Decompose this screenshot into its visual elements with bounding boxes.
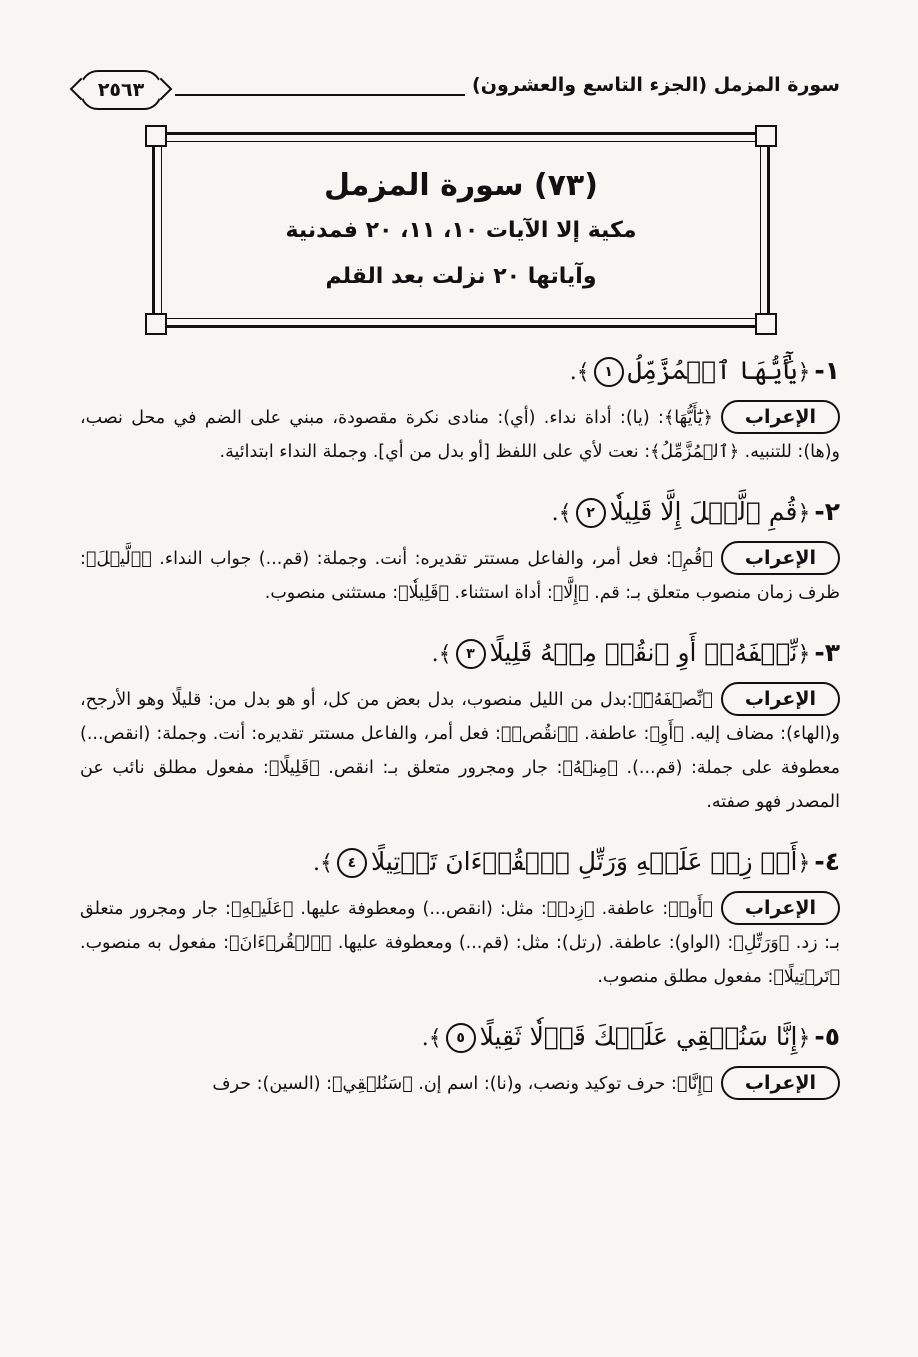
- box-corner-ornament: [755, 125, 777, 147]
- irab-text: ﴿نِّصۡفَهُۥٓ﴾:بدل من الليل منصوب، بدل بعض من كل، أو هو بدل من: قليلًا وهو الأرجح، و(الهاء): مضاف إليه. ﴿أَوِ﴾: عاطفة. ﴿ٱنقُصۡ﴾: فعل أمر، والفاعل مستتر تقديره: أنت. وجملة: (انقص...) معطوفة على جملة: (قم...). ﴿مِنۡهُ﴾: جار ومجرور متعلق بـ: انقص. ﴿قَلِيلًا﴾: مفعول مطلق نائب عن المصدر فهو صفته.: [80, 690, 840, 812]
- irab-label: الإعراب: [721, 682, 840, 716]
- quran-text: يَٰٓأَيُّهَا ٱلۡمُزَّمِّلُ: [627, 356, 798, 385]
- verse-block: [80, 1016, 840, 1101]
- verse-number: ١-: [814, 356, 840, 385]
- verse-block: [80, 491, 840, 610]
- irab-text: ﴿قُمِ﴾: فعل أمر، والفاعل مستتر تقديره: أنت. وجملة: (قم...) جواب النداء. ﴿ٱلَّيۡلَ﴾: ظرف زمان منصوب متعلق بـ: قم. ﴿إِلَّا﴾: أداة استثناء. ﴿قَلِيلٗا﴾: مستثنى منصوب.: [80, 549, 840, 603]
- bracket-ornament-icon: ﴾.: [551, 501, 572, 526]
- bracket-ornament-icon: ﴿: [797, 642, 811, 667]
- verse-number: ٢-: [814, 497, 840, 526]
- ayah-end-marker: ٥: [446, 1023, 476, 1053]
- bracket-ornament-icon: ﴾.: [421, 1026, 442, 1051]
- irab-paragraph: [80, 682, 840, 819]
- ayah-end-marker: ١: [594, 357, 624, 387]
- ayah-line: [80, 491, 840, 533]
- ayah-line: [80, 632, 840, 674]
- ayah-line: [80, 1016, 840, 1058]
- box-corner-ornament: [145, 125, 167, 147]
- irab-text: ﴿أَوۡ﴾: عاطفة. ﴿زِدۡ﴾: مثل: (انقص...) ومعطوفة عليها. ﴿عَلَيۡهِ﴾: جار ومجرور متعلق بـ: زد. ﴿وَرَتِّلِ﴾: (الواو): عاطفة. (رتل): مثل: (قم...) ومعطوفة عليها. ﴿ٱلۡقُرۡءَانَ﴾: مفعول به منصوب. ﴿تَرۡتِيلًا﴾: مفعول مطلق منصوب.: [80, 899, 840, 987]
- box-corner-ornament: [145, 313, 167, 335]
- bracket-ornament-icon: ﴿: [797, 360, 811, 385]
- ayah-end-marker: ٢: [576, 498, 606, 528]
- bracket-ornament-icon: ﴿: [797, 501, 811, 526]
- irab-label: الإعراب: [721, 541, 840, 575]
- quran-text: إِنَّا سَنُلۡقِي عَلَيۡكَ قَوۡلٗا ثَقِيلًا: [479, 1022, 798, 1051]
- header-rule: [175, 94, 465, 96]
- running-header: [80, 70, 840, 110]
- bracket-ornament-icon: ﴿: [797, 1026, 811, 1051]
- surah-info: [172, 164, 750, 300]
- surah-title: (٧٣) سورة المزمل: [324, 168, 598, 203]
- irab-text: ﴿إِنَّا﴾: حرف توكيد ونصب، و(نا): اسم إن. ﴿سَنُلۡقِي﴾: (السين): حرف: [212, 1074, 713, 1094]
- quran-text: نِّصۡفَهُۥٓ أَوِ ٱنقُصۡ مِنۡهُ قَلِيلًا: [489, 638, 798, 667]
- irab-label: الإعراب: [721, 1066, 840, 1100]
- ayah-end-marker: ٤: [337, 848, 367, 878]
- irab-paragraph: [80, 400, 840, 469]
- verse-number: ٥-: [814, 1022, 840, 1051]
- page-content: [80, 350, 840, 1123]
- bracket-ornament-icon: ﴾.: [569, 360, 590, 385]
- irab-label: الإعراب: [721, 400, 840, 434]
- irab-text: ﴿يَٰٓأَيُّهَا﴾: (يا): أداة نداء. (أي): منادى نكرة مقصودة، مبني على الضم في محل نصب، و(ها): للتنبيه. ﴿ٱلۡمُزَّمِّلُ﴾: نعت لأي على اللفظ [أو بدل من أي]. وجملة النداء ابتدائية.: [80, 408, 840, 462]
- verse-block: [80, 350, 840, 469]
- irab-paragraph: [80, 1066, 840, 1101]
- irab-label: الإعراب: [721, 891, 840, 925]
- ayah-end-marker: ٣: [456, 639, 486, 669]
- verse-block: [80, 841, 840, 994]
- surah-title-box: [152, 132, 770, 328]
- ayah-line: [80, 841, 840, 883]
- verse-number: ٤-: [814, 847, 840, 876]
- running-header-title: سورة المزمل (الجزء التاسع والعشرون): [472, 74, 840, 96]
- irab-paragraph: [80, 541, 840, 610]
- verse-number: ٣-: [814, 638, 840, 667]
- bracket-ornament-icon: ﴾.: [313, 851, 333, 876]
- bracket-ornament-icon: ﴿: [797, 851, 811, 876]
- page-number: ٢٥٦٣: [80, 70, 162, 110]
- quran-text: أَوۡ زِدۡ عَلَيۡهِ وَرَتِّلِ ٱلۡقُرۡءَانَ تَرۡتِيلًا: [370, 847, 798, 876]
- verse-block: [80, 632, 840, 819]
- quran-text: قُمِ ٱلَّيۡلَ إِلَّا قَلِيلٗا: [609, 497, 798, 526]
- bracket-ornament-icon: ﴾.: [431, 642, 452, 667]
- surah-verse-count: وآياتها ٢٠ نزلت بعد القلم: [325, 264, 597, 289]
- surah-revelation-note: مكية إلا الآيات ١٠، ١١، ٢٠ فمدنية: [285, 218, 637, 243]
- irab-paragraph: [80, 891, 840, 994]
- ayah-line: [80, 350, 840, 392]
- box-corner-ornament: [755, 313, 777, 335]
